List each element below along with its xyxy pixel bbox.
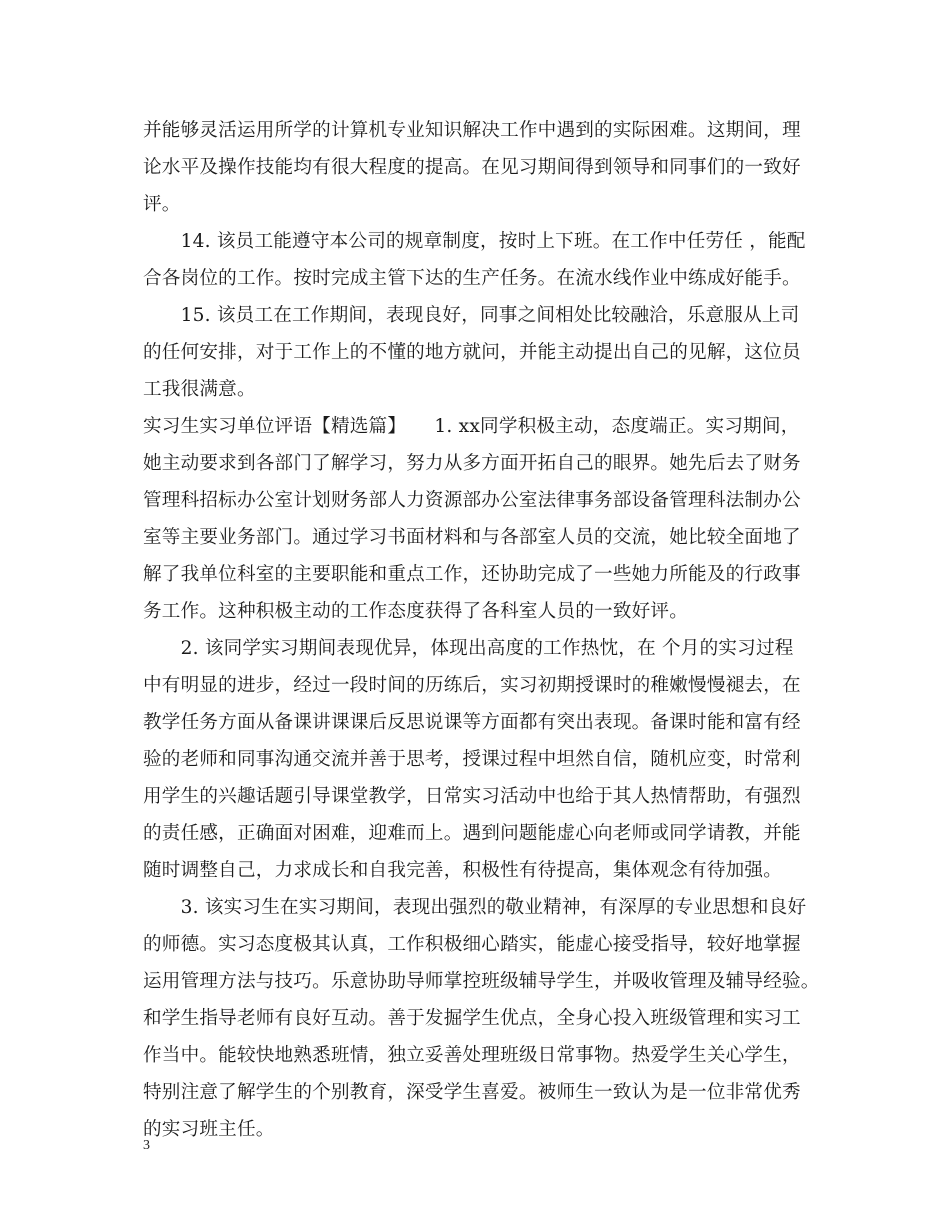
text-line: 务工作。这种积极主动的工作态度获得了各科室人员的一致好评。 bbox=[143, 601, 689, 622]
text-line: 合各岗位的工作。按时完成主管下达的生产任务。在流水线作业中练成好能手。 bbox=[143, 268, 801, 289]
text-line: 的任何安排，对于工作上的不懂的地方就问，并能主动提出自己的见解，这位员 bbox=[143, 342, 801, 363]
text-line: 的师德。实习态度极其认真，工作积极细心踏实，能虚心接受指导，较好地掌握 bbox=[143, 934, 801, 955]
text-line: 特别注意了解学生的个别教育，深受学生喜爱。被师生一致认为是一位非常优秀 bbox=[143, 1082, 801, 1103]
text-line: 论水平及操作技能均有很大程度的提高。在见习期间得到领导和同事们的一致好 bbox=[143, 157, 801, 178]
text-line: 中有明显的进步，经过一段时间的历练后，实习初期授课时的稚嫩慢慢褪去，在 bbox=[143, 675, 801, 696]
text-line: 运用管理方法与技巧。乐意协助导师掌控班级辅导学生，并吸收管理及辅导经验。 bbox=[143, 971, 820, 992]
text-line: 作当中。能较快地熟悉班情，独立妥善处理班级日常事物。热爱学生关心学生， bbox=[143, 1045, 801, 1066]
text-line: 用学生的兴趣话题引导课堂教学，日常实习活动中也给于其人热情帮助，有强烈 bbox=[143, 786, 801, 807]
text-line: 验的老师和同事沟通交流并善于思考，授课过程中坦然自信，随机应变，时常利 bbox=[143, 749, 801, 770]
text-line: 教学任务方面从备课讲课课后反思说课等方面都有突出表现。备课时能和富有经 bbox=[143, 712, 801, 733]
text-line: 的责任感，正确面对困难，迎难而上。遇到问题能虚心向老师或同学请教，并能 bbox=[143, 823, 801, 844]
text-line: 室等主要业务部门。通过学习书面材料和与各部室人员的交流，她比较全面地了 bbox=[143, 527, 801, 548]
text-line: 管理科招标办公室计划财务部人力资源部办公室法律事务部设备管理科法制办公 bbox=[143, 490, 801, 511]
text-line: 解了我单位科室的主要职能和重点工作，还协助完成了一些她力所能及的行政事 bbox=[143, 564, 801, 585]
section-heading-line: 实习生实习单位评语【精选篇】 1. xx同学积极主动，态度端正。实习期间， bbox=[143, 416, 800, 437]
text-line: 和学生指导老师有良好互动。善于发掘学生优点，全身心投入班级管理和实习工 bbox=[143, 1008, 801, 1029]
text-line: 工我很满意。 bbox=[143, 379, 256, 400]
text-line: 的实习班主任。 bbox=[143, 1119, 275, 1140]
page-number: 3 bbox=[143, 1138, 150, 1153]
text-line: 15. 该员工在工作期间，表现良好，同事之间相处比较融洽，乐意服从上司 bbox=[143, 305, 800, 326]
text-line: 2. 该同学实习期间表现优异，体现出高度的工作热忱，在 个月的实习过程 bbox=[143, 638, 794, 659]
text-line: 评。 bbox=[143, 194, 181, 215]
text-line: 3. 该实习生在实习期间，表现出强烈的敬业精神，有深厚的专业思想和良好 bbox=[143, 897, 807, 918]
text-line: 随时调整自己，力求成长和自我完善，积极性有待提高，集体观念有待加强。 bbox=[143, 860, 782, 881]
text-line: 她主动要求到各部门了解学习，努力从多方面开拓自己的眼界。她先后去了财务 bbox=[143, 453, 801, 474]
text-line: 并能够灵活运用所学的计算机专业知识解决工作中遇到的实际困难。这期间，理 bbox=[143, 120, 801, 141]
text-line: 14. 该员工能遵守本公司的规章制度，按时上下班。在工作中任劳任 ，能配 bbox=[143, 231, 806, 252]
